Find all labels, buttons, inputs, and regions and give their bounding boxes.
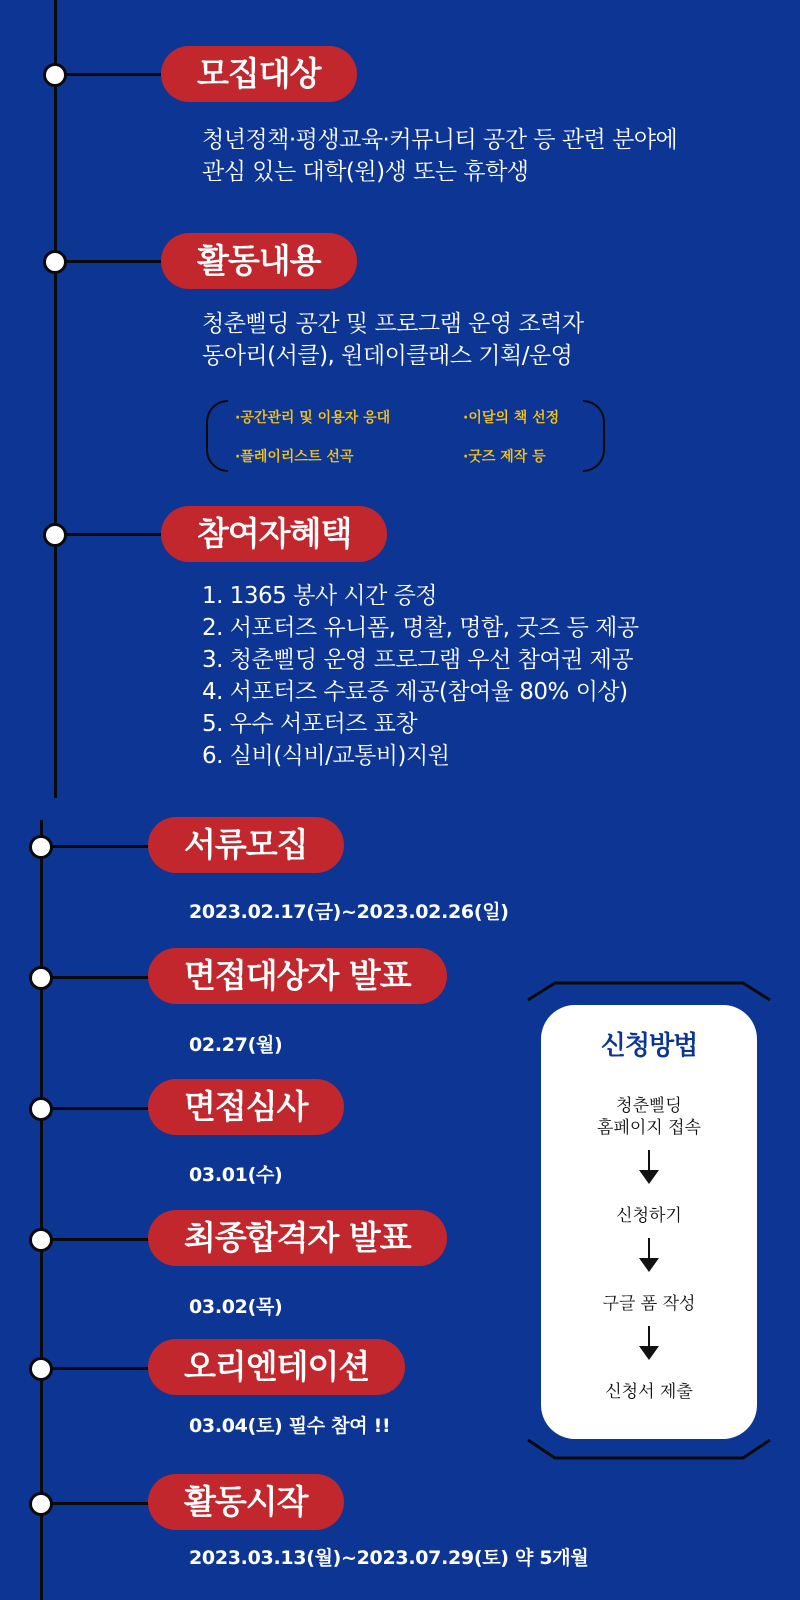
schedule-title-orientation: 오리엔테이션: [148, 1339, 405, 1395]
schedule-date: 02.27(월): [189, 1034, 283, 1056]
target-line: 관심 있는 대학(원)생 또는 휴학생: [202, 159, 529, 185]
section-title-benefits: 참여자혜택: [161, 506, 387, 562]
schedule-date: 03.04(토) 필수 참여 !!: [189, 1415, 391, 1437]
schedule-date: 2023.03.13(월)~2023.07.29(토) 약 5개월: [189, 1547, 589, 1569]
schedule-date: 03.02(목): [189, 1296, 283, 1318]
activity-tag: ·이달의 책 선정: [463, 410, 560, 426]
activity-line: 청춘삘딩 공간 및 프로그램 운영 조력자: [202, 311, 584, 337]
benefit-item: 5. 우수 서포터즈 표창: [202, 711, 418, 737]
schedule-title-final: 최종합격자 발표: [148, 1210, 447, 1266]
benefit-item: 2. 서포터즈 유니폼, 명찰, 명함, 굿즈 등 제공: [202, 615, 639, 641]
activity-tag: ·공간관리 및 이용자 응대: [235, 410, 391, 426]
target-line: 청년정책·평생교육·커뮤니티 공간 등 관련 분야에: [202, 127, 678, 153]
benefit-item: 4. 서포터즈 수료증 제공(참여율 80% 이상): [202, 679, 628, 705]
benefit-item: 3. 청춘삘딩 운영 프로그램 우선 참여권 제공: [202, 647, 634, 673]
how-to-apply-title: 신청방법: [600, 1031, 698, 1061]
benefit-item: 6. 실비(식비/교통비)지원: [202, 743, 450, 769]
how-to-apply-step: 신청하기: [616, 1206, 682, 1226]
how-to-apply-card: [541, 1005, 757, 1439]
activity-tag: ·플레이리스트 선곡: [235, 449, 354, 465]
schedule-title-document: 서류모집: [148, 817, 344, 873]
card-frame-top: [528, 983, 770, 1000]
activity-tag: ·굿즈 제작 등: [463, 449, 546, 465]
how-to-apply-step: 구글 폼 작성: [602, 1294, 696, 1314]
section-title-target: 모집대상: [161, 46, 357, 102]
section-title-activity: 활동내용: [161, 233, 357, 289]
card-frame-bottom: [528, 1440, 770, 1458]
how-to-apply-step: 청춘삘딩 홈페이지 접속: [597, 1096, 701, 1138]
schedule-date: 2023.02.17(금)~2023.02.26(일): [189, 901, 509, 923]
schedule-title-interview: 면접심사: [148, 1079, 344, 1135]
benefit-item: 1. 1365 봉사 시간 증정: [202, 583, 438, 609]
schedule-date: 03.01(수): [189, 1164, 283, 1186]
schedule-title-start: 활동시작: [148, 1474, 344, 1530]
activity-line: 동아리(서클), 원데이클래스 기획/운영: [202, 343, 573, 369]
schedule-title-interview-notice: 면접대상자 발표: [148, 948, 447, 1004]
how-to-apply-step: 신청서 제출: [605, 1382, 693, 1402]
